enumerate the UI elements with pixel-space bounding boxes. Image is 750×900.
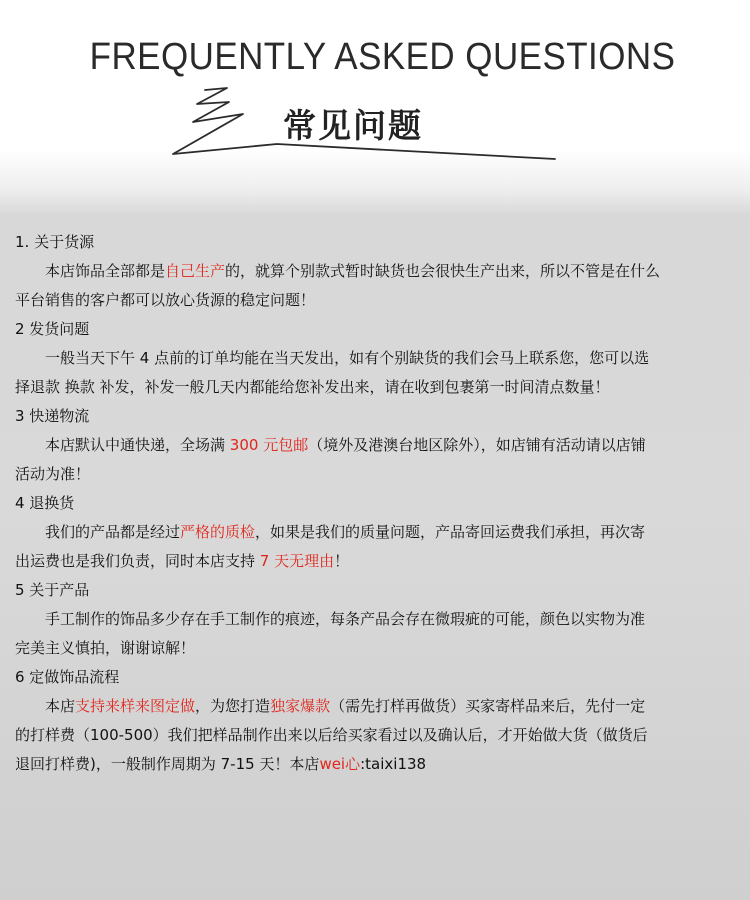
faq-answer-3-line-1: 本店默认中通快递，全场满 300 元包邮（境外及港澳台地区除外），如店铺有活动请以店铺	[45, 436, 646, 454]
faq-answer-2-line-2: 择退款 换款 补发，补发一般几天内都能给您补发出来，请在收到包裹第一时间清点数量！	[15, 378, 610, 396]
faq-answer-4-line-2: 出运费也是我们负责，同时本店支持 7 天无理由！	[15, 552, 350, 570]
faq-answer-1-line-2: 平台销售的客户都可以放心货源的稳定问题！	[15, 291, 316, 309]
faq-answer-3-line-2: 活动为准！	[15, 465, 91, 483]
faq-question-3: 3 快递物流	[15, 407, 90, 425]
faq-answer-2-line-1: 一般当天下午 4 点前的订单均能在当天发出，如有个别缺货的我们会马上联系您，您可以选	[45, 349, 650, 367]
faq-question-2: 2 发货问题	[15, 320, 90, 338]
faq-question-6: 6 定做饰品流程	[15, 668, 120, 686]
highlight-strict-qc: 严格的质检	[180, 523, 256, 541]
faq-answer-6-line-1: 本店支持来样来图定做，为您打造独家爆款（需先打样再做货）买家寄样品来后，先付一定	[45, 697, 646, 715]
highlight-wechat: wei心	[319, 755, 361, 773]
faq-question-5: 5 关于产品	[15, 581, 90, 599]
highlight-self-produced: 自己生产	[165, 262, 226, 280]
highlight-custom-order: 支持来样来图定做	[75, 697, 196, 715]
page-title-en: FREQUENTLY ASKED QUESTIONS	[89, 36, 676, 78]
faq-answer-5-line-2: 完美主义慎拍，谢谢谅解！	[15, 639, 196, 657]
faq-answer-1-line-1: 本店饰品全部都是自己生产的，就算个别款式暂时缺货也会很快生产出来，所以不管是在什么	[45, 262, 661, 280]
faq-answer-6-line-3: 退回打样费)，一般制作周期为 7-15 天！本店wei心:taixi138	[15, 755, 427, 773]
faq-question-1: 1. 关于货源	[15, 233, 95, 251]
highlight-free-shipping: 300 元包邮	[229, 436, 309, 454]
highlight-7-day-return: 7 天无理由	[259, 552, 335, 570]
faq-answer-4-line-1: 我们的产品都是经过严格的质检，如果是我们的质量问题，产品寄回运费我们承担，再次寄	[45, 523, 646, 541]
highlight-exclusive: 独家爆款	[270, 697, 331, 715]
faq-answer-6-line-2: 的打样费（100-500）我们把样品制作出来以后给买家看过以及确认后，才开始做大货（做货后	[15, 726, 648, 744]
faq-answer-5-line-1: 手工制作的饰品多少存在手工制作的痕迹，每条产品会存在微瑕疵的可能，颜色以实物为准	[45, 610, 646, 628]
page-title-zh: 常见问题	[283, 106, 423, 145]
faq-section	[15, 228, 740, 779]
faq-question-4: 4 退换货	[15, 494, 75, 512]
